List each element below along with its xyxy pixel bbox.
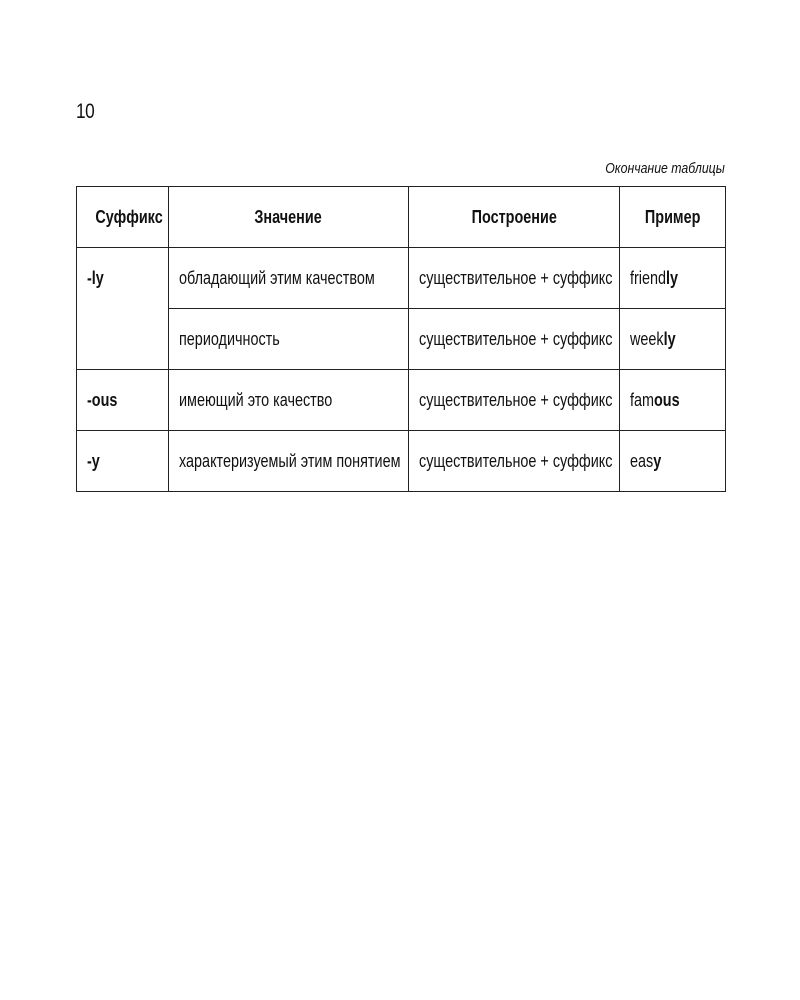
construction-cell: существительное + суффикс	[409, 370, 620, 431]
header-meaning: Значение	[169, 187, 409, 248]
suffix-table	[76, 186, 726, 492]
suffix-cell: -ous	[77, 370, 169, 431]
meaning-cell: имеющий это качество	[169, 370, 409, 431]
example-cell	[620, 309, 726, 370]
table-row	[77, 309, 726, 370]
table-row	[77, 370, 726, 431]
suffix-cell: -ly	[77, 248, 169, 370]
construction-cell: существительное + суффикс	[409, 248, 620, 309]
table-caption: Окончание таблицы	[605, 160, 725, 177]
example-cell	[620, 370, 726, 431]
table-header-row	[77, 187, 726, 248]
construction-cell: существительное + суффикс	[409, 431, 620, 492]
header-suffix: Суффикс	[77, 187, 169, 248]
construction-cell: существительное + суффикс	[409, 309, 620, 370]
table-row	[77, 431, 726, 492]
example-suffix: ous	[654, 389, 680, 410]
example-cell	[620, 248, 726, 309]
page-number: 10	[76, 100, 95, 123]
example-suffix: y	[653, 450, 662, 471]
example-stem: friend	[630, 267, 667, 288]
example-stem: eas	[630, 450, 654, 471]
suffix-cell: -y	[77, 431, 169, 492]
table-row	[77, 248, 726, 309]
example-suffix: ly	[666, 267, 679, 288]
header-construction: Построение	[409, 187, 620, 248]
example-cell	[620, 431, 726, 492]
example-suffix: ly	[663, 328, 676, 349]
meaning-cell: характеризуемый этим понятием	[169, 431, 409, 492]
header-example: Пример	[620, 187, 726, 248]
example-stem: fam	[630, 389, 655, 410]
meaning-cell: периодичность	[169, 309, 409, 370]
example-stem: week	[630, 328, 664, 349]
meaning-cell: обладающий этим качеством	[169, 248, 409, 309]
